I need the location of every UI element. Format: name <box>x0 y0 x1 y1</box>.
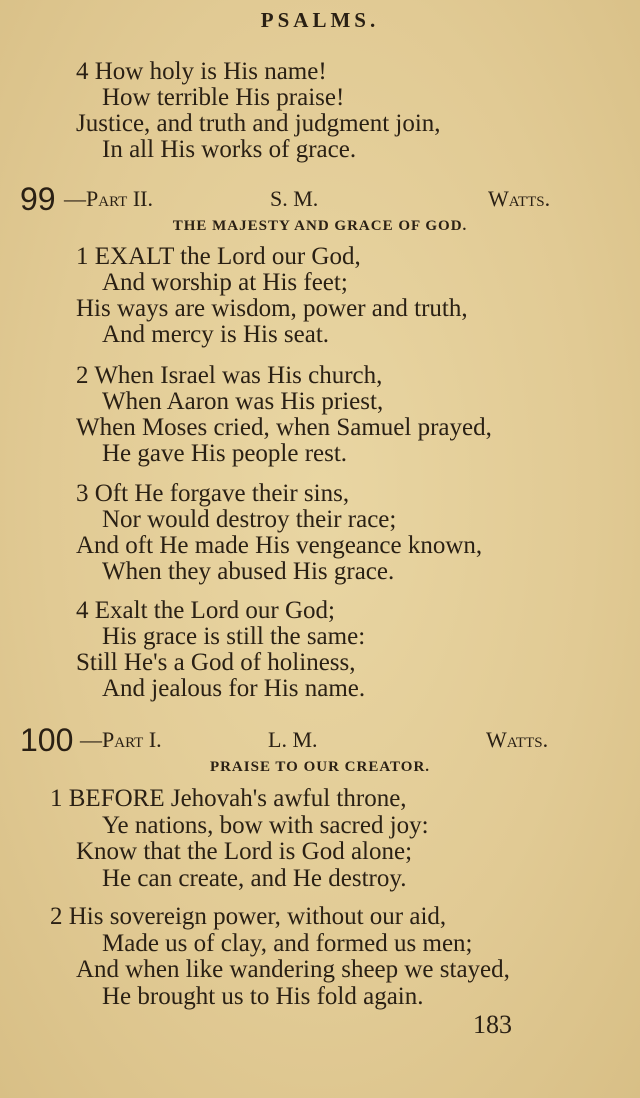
hymn-meter: L. M. <box>268 727 318 752</box>
stanza-line: And worship at His feet; <box>102 269 348 296</box>
stanza-line: Know that the Lord is God alone; <box>76 838 413 865</box>
stanza-line: How terrible His praise! <box>102 84 345 111</box>
running-head: PSALMS. <box>260 8 380 32</box>
stanza-line: He can create, and He destroy. <box>102 865 407 892</box>
stanza-line: 1 EXALT the Lord our God, <box>76 243 361 270</box>
stanza-line: And mercy is His seat. <box>102 321 330 348</box>
stanza-line: And oft He made His vengeance known, <box>76 532 483 559</box>
stanza-line: He gave His people rest. <box>102 440 348 467</box>
hymn-part: —Part II. <box>64 186 153 211</box>
stanza-line: Still He's a God of holiness, <box>76 649 356 676</box>
stanza-line: 4 Exalt the Lord our God; <box>76 597 335 624</box>
stanza-line: Made us of clay, and formed us men; <box>102 930 473 957</box>
stanza-line: In all His works of grace. <box>102 136 357 163</box>
stanza-number: 2 <box>76 362 89 389</box>
hymn-100-header <box>0 722 640 758</box>
stanza-line: When Moses cried, when Samuel prayed, <box>76 414 492 441</box>
hymn-author: Watts. <box>488 186 551 211</box>
stanza-number: 3 <box>76 480 89 507</box>
stanza-line: 3 Oft He forgave their sins, <box>76 480 350 507</box>
stanza-line: And when like wandering sheep we stayed, <box>76 956 510 983</box>
stanza-line: When Aaron was His priest, <box>102 388 384 415</box>
page-number: 183 <box>473 1010 512 1039</box>
stanza-line: His grace is still the same: <box>102 623 366 650</box>
hymn-99-subtitle: THE MAJESTY AND GRACE OF GOD. <box>172 218 468 234</box>
stanza-line: Ye nations, bow with sacred joy: <box>102 812 429 839</box>
stanza-line: Justice, and truth and judgment join, <box>76 110 441 137</box>
hymn-author: Watts. <box>486 727 549 752</box>
stanza-line: 4 How holy is His name! <box>76 58 327 85</box>
stanza-line: 2 His sovereign power, without our aid, <box>50 903 447 930</box>
stanza-number: 4 <box>76 597 89 624</box>
hymn-meter: S. M. <box>270 186 319 211</box>
stanza-line: 2 When Israel was His church, <box>76 362 383 389</box>
hymn-99-header <box>0 181 640 217</box>
stanza-line: He brought us to His fold again. <box>102 983 424 1010</box>
stanza-line: And jealous for His name. <box>102 675 366 702</box>
stanza-line: When they abused His grace. <box>102 558 395 585</box>
stanza-number: 1 <box>76 243 89 270</box>
stanza-number: 2 <box>50 903 63 930</box>
stanza-line: 1 BEFORE Jehovah's awful throne, <box>50 785 407 812</box>
hymn-number: 99 <box>20 181 56 217</box>
hymn-number: 100 <box>20 722 74 758</box>
hymn-part: —Part I. <box>80 727 162 752</box>
hymn-100-subtitle: PRAISE TO OUR CREATOR. <box>209 759 431 775</box>
stanza-number: 1 <box>50 785 63 812</box>
stanza-line: His ways are wisdom, power and truth, <box>76 295 468 322</box>
stanza-number: 4 <box>76 58 89 85</box>
stanza-line: Nor would destroy their race; <box>102 506 397 533</box>
